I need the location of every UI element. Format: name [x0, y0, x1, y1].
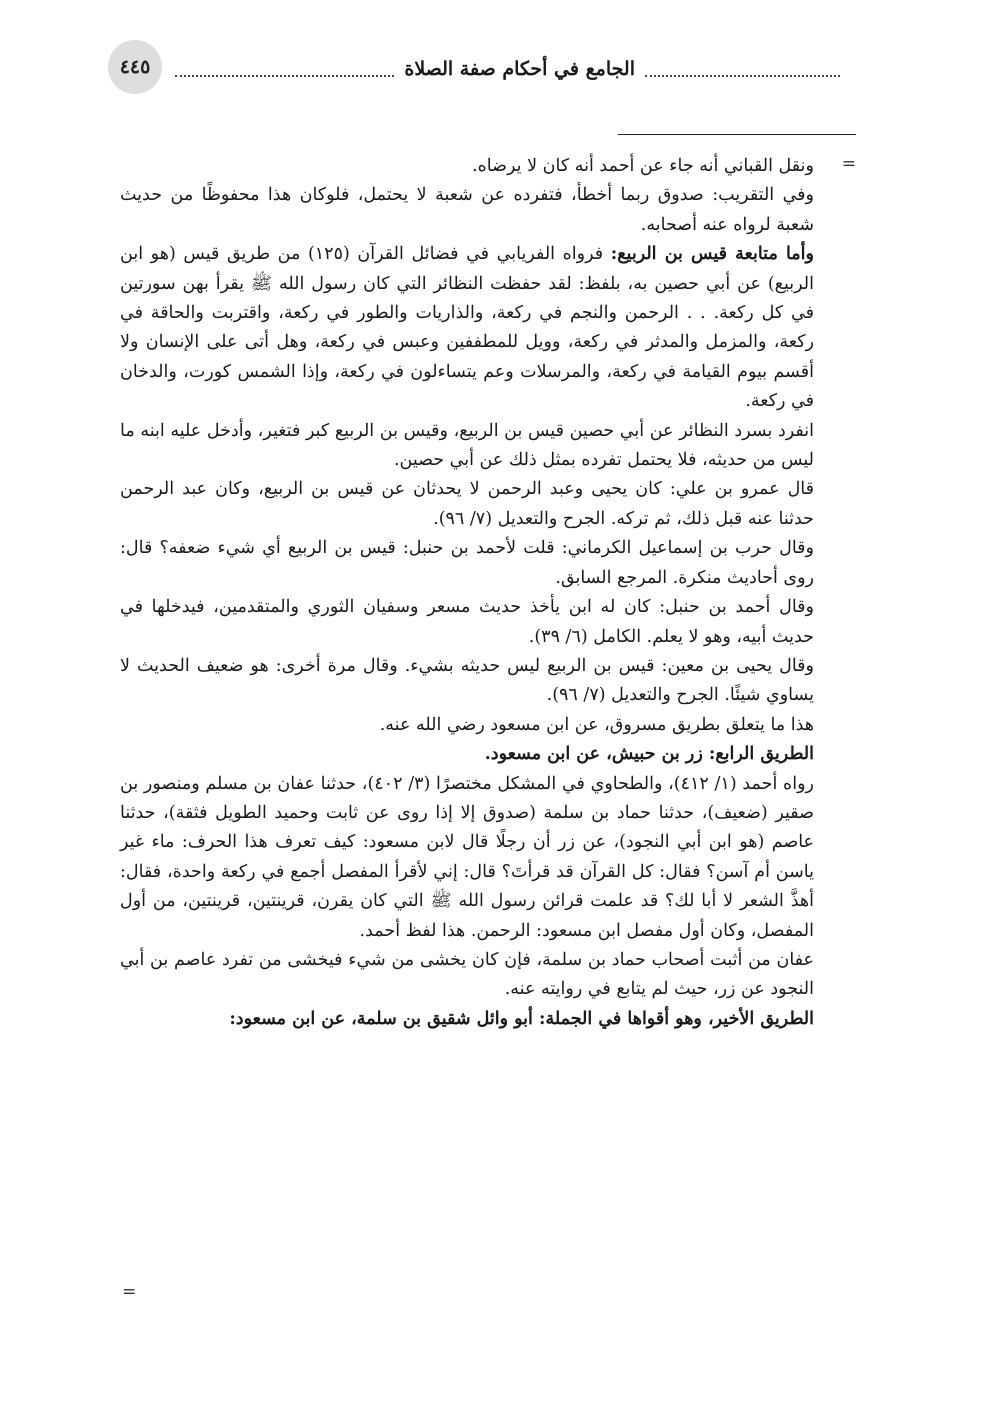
footnote-separator-rule [618, 134, 856, 135]
paragraph: رواه أحمد (١/ ٤١٢)، والطحاوي في المشكل مختصرًا (٣/ ٤٠٢)، حدثنا عفان بن مسلم ومنصور بن صقير (ضعيف)، حدثنا حماد بن سلمة (صدوق إلا إذا روى عن ثابت وحميد الطويل فثقة)، حدثنا عاصم (هو ابن أبي النجود)، عن زر أن رجلًا قال لابن مسعود: كيف تعرف هذا الحرف: ماء غير ياسن أم آسن؟ فقال: كل القرآن قد قرأتَ؟ قال: إني لأقرأ المفصل أجمع في ركعة واحدة، فقال: أهذَّ الشعر لا أبا لك؟ قد علمت قرائن رسول الله ﷺ التي كان يقرن، قرينتين، قرينتين، من أول المفصل، وكان أول مفصل ابن مسعود: الرحمن. هذا لفظ أحمد. [120, 773, 814, 941]
footnote-body [120, 152, 814, 1034]
paragraph: هذا ما يتعلق بطريق مسروق، عن ابن مسعود رضي الله عنه. [379, 714, 814, 735]
paragraph: ونقل القباني أنه جاء عن أحمد أنه كان لا يرضاه. [472, 156, 814, 176]
book-title: الجامع في أحكام صفة الصلاة [404, 58, 635, 80]
paragraph: انفرد بسرد النظائر عن أبي حصين قيس بن الربيع، وقيس بن الربيع كبر فتغير، وأدخل عليه ابنه ما ليس من حديثه، فلا يحتمل تفرده بمثل ذلك عن أبي حصين. [120, 420, 814, 471]
paragraph: قال عمرو بن علي: كان يحيى وعبد الرحمن لا يحدثان عن قيس بن الربيع، وكان عبد الرحمن حدثنا عنه قبل ذلك، ثم تركه. الجرح والتعديل (٧/ ٩٦). [120, 479, 814, 529]
paragraph: وقال حرب بن إسماعيل الكرماني: قلت لأحمد بن حنبل: قيس بن الربيع أي شيء ضعفه؟ قال: روى أحاديث منكرة. المرجع السابق. [120, 538, 814, 588]
paragraph [120, 240, 814, 416]
paragraph: عفان من أثبت أصحاب حماد بن سلمة، فإن كان يخشى من شيء فيخشى من تفرد عاصم بن أبي النجود عن زر، حيث لم يتابع في روايته عنه. [120, 949, 814, 1000]
section-heading [120, 740, 814, 769]
continuation-mark-bottom: = [122, 1282, 137, 1302]
heading-text: الطريق الأخير، وهو أقواها في الجملة: أبو وائل شقيق بن سلمة، عن ابن مسعود: [229, 1008, 814, 1029]
paragraph: وقال يحيى بن معين: قيس بن الربيع ليس حديثه بشيء. وقال مرة أخرى: هو ضعيف الحديث لا يساوي شيئًا. الجرح والتعديل (٧/ ٩٦). [120, 655, 814, 706]
header-dot-leader-left [175, 61, 394, 77]
continuation-mark-top: = [841, 154, 856, 174]
header-dot-leader-right [645, 61, 840, 77]
paragraph: وفي التقريب: صدوق ربما أخطأ، فتفرده عن شعبة لا يحتمل، فلوكان هذا محفوظًا من حديث شعبة لرواه عنه أصحابه. [120, 185, 814, 235]
paragraph-lead: وأما متابعة قيس بن الربيع: [610, 244, 814, 265]
page-number: ٤٤٥ [108, 40, 162, 94]
paragraph-text: فرواه الفريابي في فضائل القرآن (١٢٥) من طريق قيس (هو ابن الربيع) عن أبي حصين به، بلفظ: لقد حفظت النظائر التي كان رسول الله ﷺ يقرأ بهن سورتين في كل ركعة. . . الرحمن والنجم في ركعة، والذاريات والطور في ركعة، واقتربت والحاقة في ركعة، والمزمل والمدثر في ركعة، وويل للمطففين وعبس في ركعة، وهل أتى على الإنسان ولا أقسم بيوم القيامة في ركعة، والمرسلات وعم يتساءلون في ركعة، وإذا الشمس كورت، والدخان في ركعة. [120, 244, 814, 412]
section-heading [120, 1005, 814, 1034]
paragraph: وقال أحمد بن حنبل: كان له ابن يأخذ حديث مسعر وسفيان الثوري والمتقدمين، فيدخلها في حديث أبيه، وهو لا يعلم. الكامل (٦/ ٣٩). [120, 597, 814, 647]
heading-text: الطريق الرابع: زر بن حبيش، عن ابن مسعود. [484, 744, 814, 765]
running-header [175, 54, 840, 84]
